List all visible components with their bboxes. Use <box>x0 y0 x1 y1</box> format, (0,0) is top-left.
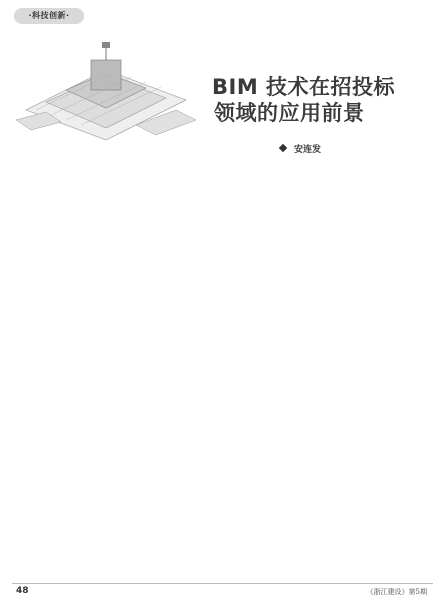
title-line-1: BIM 技术在招投标 <box>212 75 396 99</box>
diamond-bullet-icon <box>279 144 287 152</box>
author-line <box>280 142 321 155</box>
journal-name: 《浙江建设》第5期 <box>366 588 427 596</box>
footer-divider <box>12 583 433 584</box>
article-title <box>212 74 395 126</box>
author-name: 安连发 <box>294 145 322 155</box>
column-tag: ·科技创新· <box>14 8 84 24</box>
page-number: 48 <box>16 586 29 596</box>
bim-building-illustration <box>6 40 206 150</box>
title-line-2: 领域的应用前景 <box>214 101 365 125</box>
